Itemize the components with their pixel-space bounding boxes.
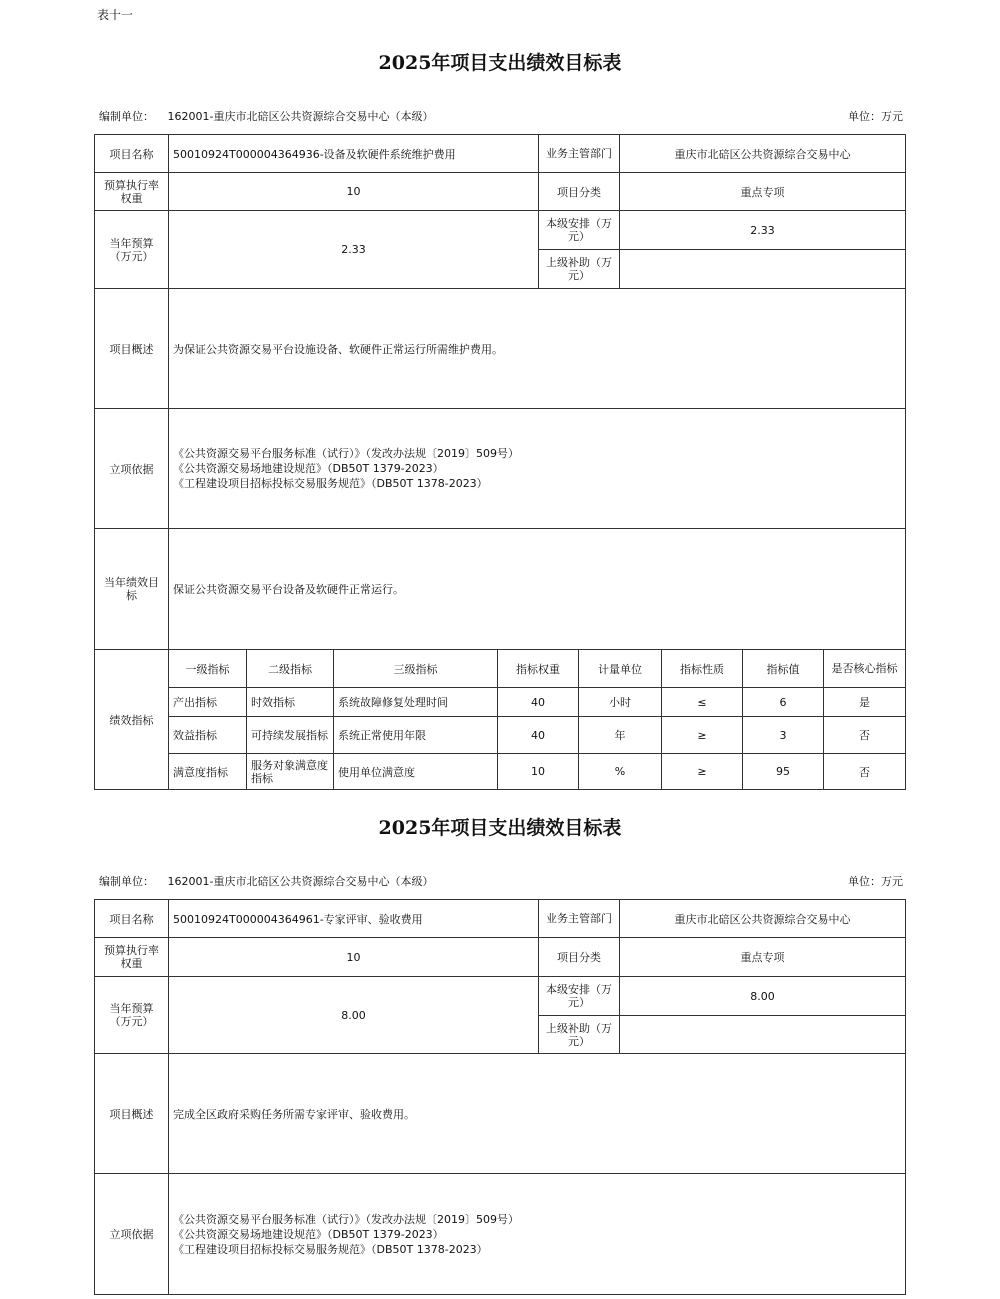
indicator-cell: 10 [497,753,579,790]
indicator-cell: 产出指标 [168,687,247,717]
label-project-name: 项目名称 [94,899,169,938]
indicator-header: 是否核心指标 [823,649,906,688]
label-basis: 立项依据 [94,1173,169,1295]
indicator-header: 三级指标 [333,649,498,688]
indicator-header: 指标权重 [497,649,579,688]
org-label: 编制单位： [99,110,154,123]
org-value: 162001-重庆市北碚区公共资源综合交易中心（本级） [167,110,434,123]
indicator-cell: 系统故障修复处理时间 [333,687,498,717]
indicator-header: 指标值 [742,649,824,688]
label-upper-subsidy: 上级补助（万元） [538,249,620,289]
value-upper-subsidy [619,249,906,289]
value-project-name: 50010924T000004364961-专家评审、验收费用 [168,899,539,938]
value-category: 重点专项 [619,937,906,977]
corner-label: 表十一 [97,8,134,22]
label-project-name: 项目名称 [94,134,169,173]
value-overview: 为保证公共资源交易平台设施设备、软硬件正常运行所需维护费用。 [168,288,906,409]
basis-line: 《公共资源交易场地建设规范》（DB50T 1379-2023） [173,1227,444,1241]
value-basis [168,408,906,529]
value-goal: 保证公共资源交易平台设备及软硬件正常运行。 [168,528,906,650]
org-line [99,108,433,124]
indicator-cell: 95 [742,753,824,790]
org-value: 162001-重庆市北碚区公共资源综合交易中心（本级） [167,875,434,888]
indicator-cell: 否 [823,753,906,790]
label-budget: 当年预算（万元） [94,210,169,289]
unit-label: 单位：万元 [848,875,903,888]
label-department: 业务主管部门 [538,134,620,173]
indicator-cell: 年 [578,716,662,754]
indicator-cell: 6 [742,687,824,717]
label-overview: 项目概述 [94,1053,169,1174]
value-budget: 2.33 [168,210,539,289]
label-local-alloc: 本级安排（万元） [538,976,620,1016]
unit-label: 单位：万元 [848,110,903,123]
indicator-cell: 是 [823,687,906,717]
label-exec-weight: 预算执行率权重 [94,937,169,977]
indicator-header: 指标性质 [661,649,743,688]
label-department: 业务主管部门 [538,899,620,938]
indicator-cell: 小时 [578,687,662,717]
indicator-header: 二级指标 [246,649,334,688]
label-basis: 立项依据 [94,408,169,529]
indicator-cell: 可持续发展指标 [246,716,334,754]
label-local-alloc: 本级安排（万元） [538,210,620,250]
org-label: 编制单位： [99,875,154,888]
value-exec-weight: 10 [168,937,539,977]
label-indicators: 绩效指标 [94,649,169,790]
label-overview: 项目概述 [94,288,169,409]
basis-line: 《公共资源交易平台服务标准（试行）》（发改办法规〔2019〕509号） [173,1212,519,1226]
label-budget: 当年预算（万元） [94,976,169,1054]
form-title: 2025年项目支出绩效目标表 [378,817,622,839]
indicator-cell: 使用单位满意度 [333,753,498,790]
value-local-alloc: 8.00 [619,976,906,1016]
value-local-alloc: 2.33 [619,210,906,250]
indicator-cell: 40 [497,716,579,754]
indicator-cell: % [578,753,662,790]
indicator-cell: 服务对象满意度指标 [246,753,334,790]
value-department: 重庆市北碚区公共资源综合交易中心 [619,899,906,938]
indicator-cell: 系统正常使用年限 [333,716,498,754]
indicator-cell: ≥ [661,753,743,790]
label-exec-weight: 预算执行率权重 [94,172,169,211]
value-project-name: 50010924T000004364936-设备及软硬件系统维护费用 [168,134,539,173]
form-title: 2025年项目支出绩效目标表 [378,52,622,74]
basis-line: 《公共资源交易场地建设规范》（DB50T 1379-2023） [173,462,444,475]
org-line [99,873,433,889]
value-department: 重庆市北碚区公共资源综合交易中心 [619,134,906,173]
label-upper-subsidy: 上级补助（万元） [538,1015,620,1054]
indicator-cell: ≥ [661,716,743,754]
indicator-cell: ≤ [661,687,743,717]
basis-line: 《工程建设项目招标投标交易服务规范》（DB50T 1378-2023） [173,1242,488,1256]
indicator-cell: 40 [497,687,579,717]
value-exec-weight: 10 [168,172,539,211]
indicator-header: 一级指标 [168,649,247,688]
value-overview: 完成全区政府采购任务所需专家评审、验收费用。 [168,1053,906,1174]
indicator-header: 计量单位 [578,649,662,688]
basis-line: 《公共资源交易平台服务标准（试行）》（发改办法规〔2019〕509号） [173,447,519,460]
indicator-cell: 满意度指标 [168,753,247,790]
indicator-cell: 否 [823,716,906,754]
indicator-cell: 3 [742,716,824,754]
label-goal: 当年绩效目标 [94,528,169,650]
label-category: 项目分类 [538,172,620,211]
label-category: 项目分类 [538,937,620,977]
value-category: 重点专项 [619,172,906,211]
indicator-cell: 时效指标 [246,687,334,717]
value-upper-subsidy [619,1015,906,1054]
basis-line: 《工程建设项目招标投标交易服务规范》（DB50T 1378-2023） [173,477,488,490]
value-budget: 8.00 [168,976,539,1054]
value-basis [168,1173,906,1295]
indicator-cell: 效益指标 [168,716,247,754]
